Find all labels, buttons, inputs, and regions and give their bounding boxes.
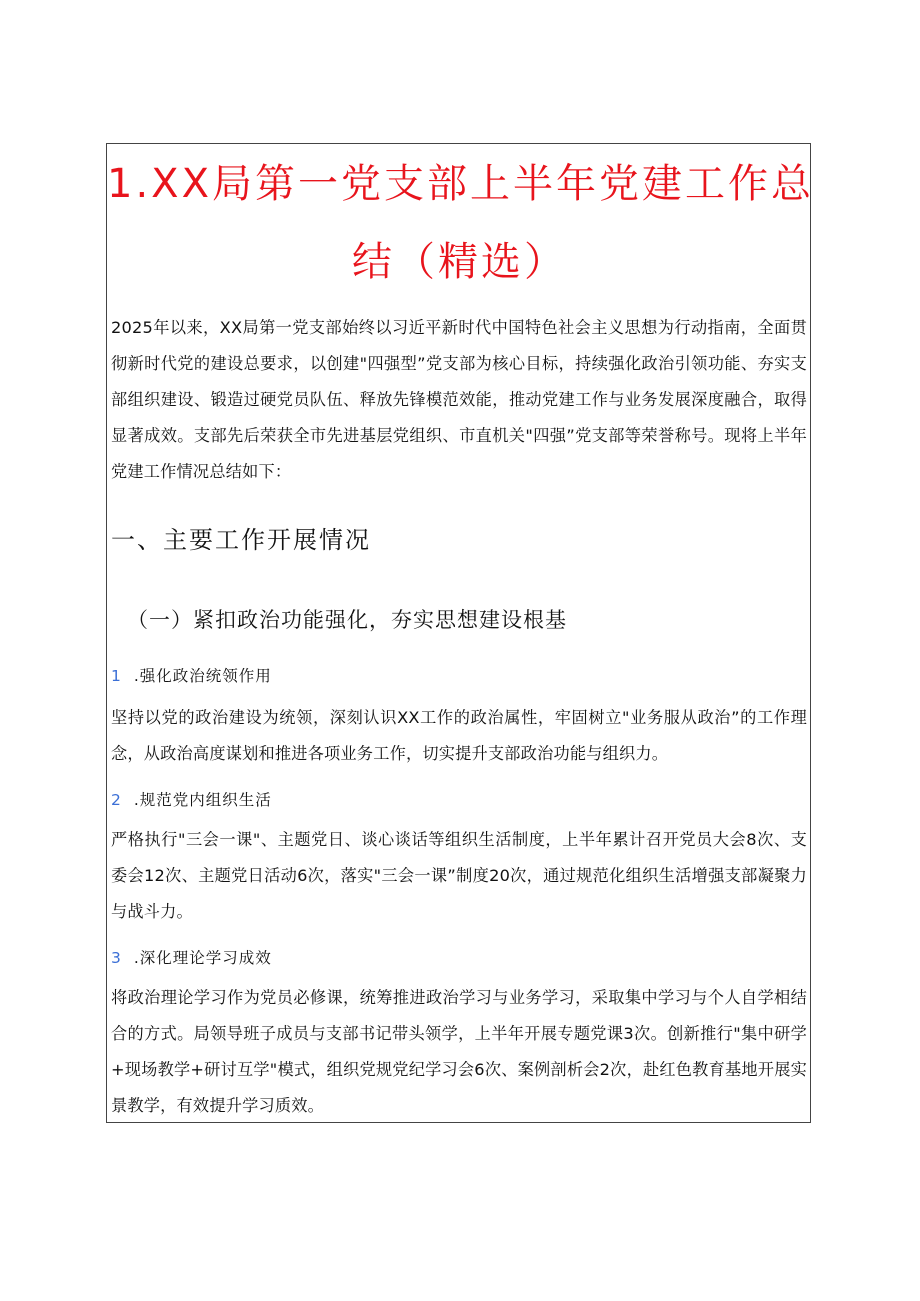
item-heading-3 [111,946,272,968]
intro-paragraph: 2025年以来，XX局第一党支部始终以习近平新时代中国特色社会主义思想为行动指南，全面贯彻新时代党的建设总要求，以创建"四强型”党支部为核心目标，持续强化政治引领功能、夯实支部组织建设、锻造过硬党员队伍、释放先锋模范效能，推动党建工作与业务发展深度融合，取得显著成效。支部先后荣获全市先进基层党组织、市直机关"四强”党支部等荣誉称号。现将上半年党建工作情况总结如下： [111,318,807,481]
section-heading: 一、主要工作开展情况 [111,526,371,554]
item-number: 3 [111,949,122,967]
item-body-3: 将政治理论学习作为党员必修课，统筹推进政治学习与业务学习，采取集中学习与个人自学相结合的方式。局领导班子成员与支部书记带头领学，上半年开展专题党课3次。创新推行"集中研学+现场教学+研讨互学"模式，组织党规党纪学习会6次、案例剖析会2次，赴红色教育基地开展实景教学，有效提升学习质效。 [111,988,807,1115]
subsection-heading: （一）紧扣政治功能强化，夯实思想建设根基 [127,608,567,632]
item-heading-text: .强化政治统领作用 [133,667,272,685]
item-heading-text: .规范党内组织生活 [133,791,272,809]
item-heading-1 [111,664,272,686]
document-title-line2: 结（精选） [352,239,567,285]
item-heading-2 [111,788,272,810]
document-frame [106,143,814,1123]
item-heading-text: .深化理论学习成效 [133,949,272,967]
document-title-line1: 1.XX局第一党支部上半年党建工作总 [107,161,814,207]
item-body-1: 坚持以党的政治建设为统领，深刻认识XX工作的政治属性，牢固树立"业务服从政治”的工作理念，从政治高度谋划和推进各项业务工作，切实提升支部政治功能与组织力。 [111,708,807,763]
item-body-2: 严格执行"三会一课"、主题党日、谈心谈话等组织生活制度，上半年累计召开党员大会8次、支委会12次、主题党日活动6次，落实"三会一课”制度20次，通过规范化组织生活增强支部凝聚力与战斗力。 [111,830,807,921]
item-number: 2 [111,791,122,809]
item-number: 1 [111,667,122,685]
